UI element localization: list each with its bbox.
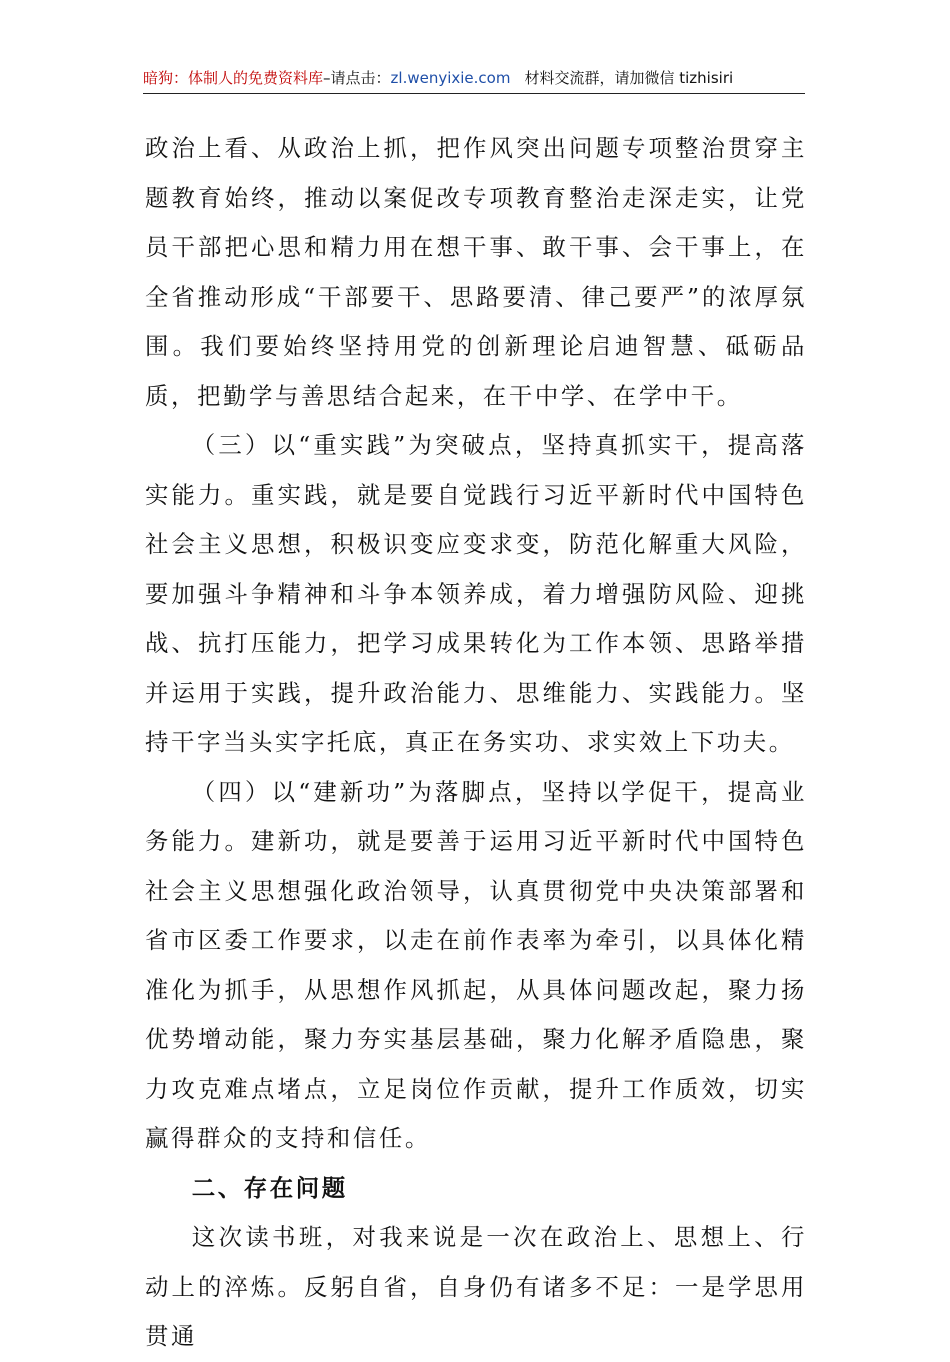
header-divider <box>143 93 805 94</box>
section-heading-problems: 二、存在问题 <box>191 1173 348 1202</box>
header-link[interactable]: zl.wenyixie.com <box>390 69 511 87</box>
header-wechat-note: 材料交流群，请加微信 tizhisiri <box>524 69 734 87</box>
paragraph-section-three: （三）以“重实践”为突破点，坚持真抓实干，提高落实能力。重实践，就是要自觉践行习近平新时代中国特色社会主义思想，积极识变应变求变，防范化解重大风险，要加强斗争精神和斗争本领养成，着力增强防风险、迎挑战、抗打压能力，把学习成果转化为工作本领、思路举措并运用于实践，提升政治能力、思维能力、实践能力。坚持干字当头实字托底，真正在务实功、求实效上下功夫。 <box>145 431 807 756</box>
document-body <box>145 124 807 1362</box>
header-click-prompt: –请点击： <box>323 69 391 87</box>
paragraph-continued: 政治上看、从政治上抓，把作风突出问题专项整治贯穿主题教育始终，推动以案促改专项教育整治走深走实，让党员干部把心思和精力用在想干事、敢干事、会干事上，在全省推动形成“干部要干、思路要清、律己要严”的浓厚氛围。我们要始终坚持用党的创新理论启迪智慧、砥砺品质，把勤学与善思结合起来，在干中学、在学中干。 <box>145 134 807 410</box>
page-header <box>143 66 805 90</box>
header-brand: 暗狗：体制人的免费资料库 <box>143 69 324 87</box>
paragraph-section-four: （四）以“建新功”为落脚点，坚持以学促干，提高业务能力。建新功，就是要善于运用习近平新时代中国特色社会主义思想强化政治领导，认真贯彻党中央决策部署和省市区委工作要求，以走在前作表率为牵引，以具体化精准化为抓手，从思想作风抓起，从具体问题改起，聚力扬优势增动能，聚力夯实基层基础，聚力化解矛盾隐患，聚力攻克难点堵点，立足岗位作贡献，提升工作质效，切实赢得群众的支持和信任。 <box>145 777 807 1152</box>
paragraph-problems: 这次读书班，对我来说是一次在政治上、思想上、行动上的淬炼。反躬自省，自身仍有诸多不足：一是学思用贯通 <box>145 1223 807 1350</box>
